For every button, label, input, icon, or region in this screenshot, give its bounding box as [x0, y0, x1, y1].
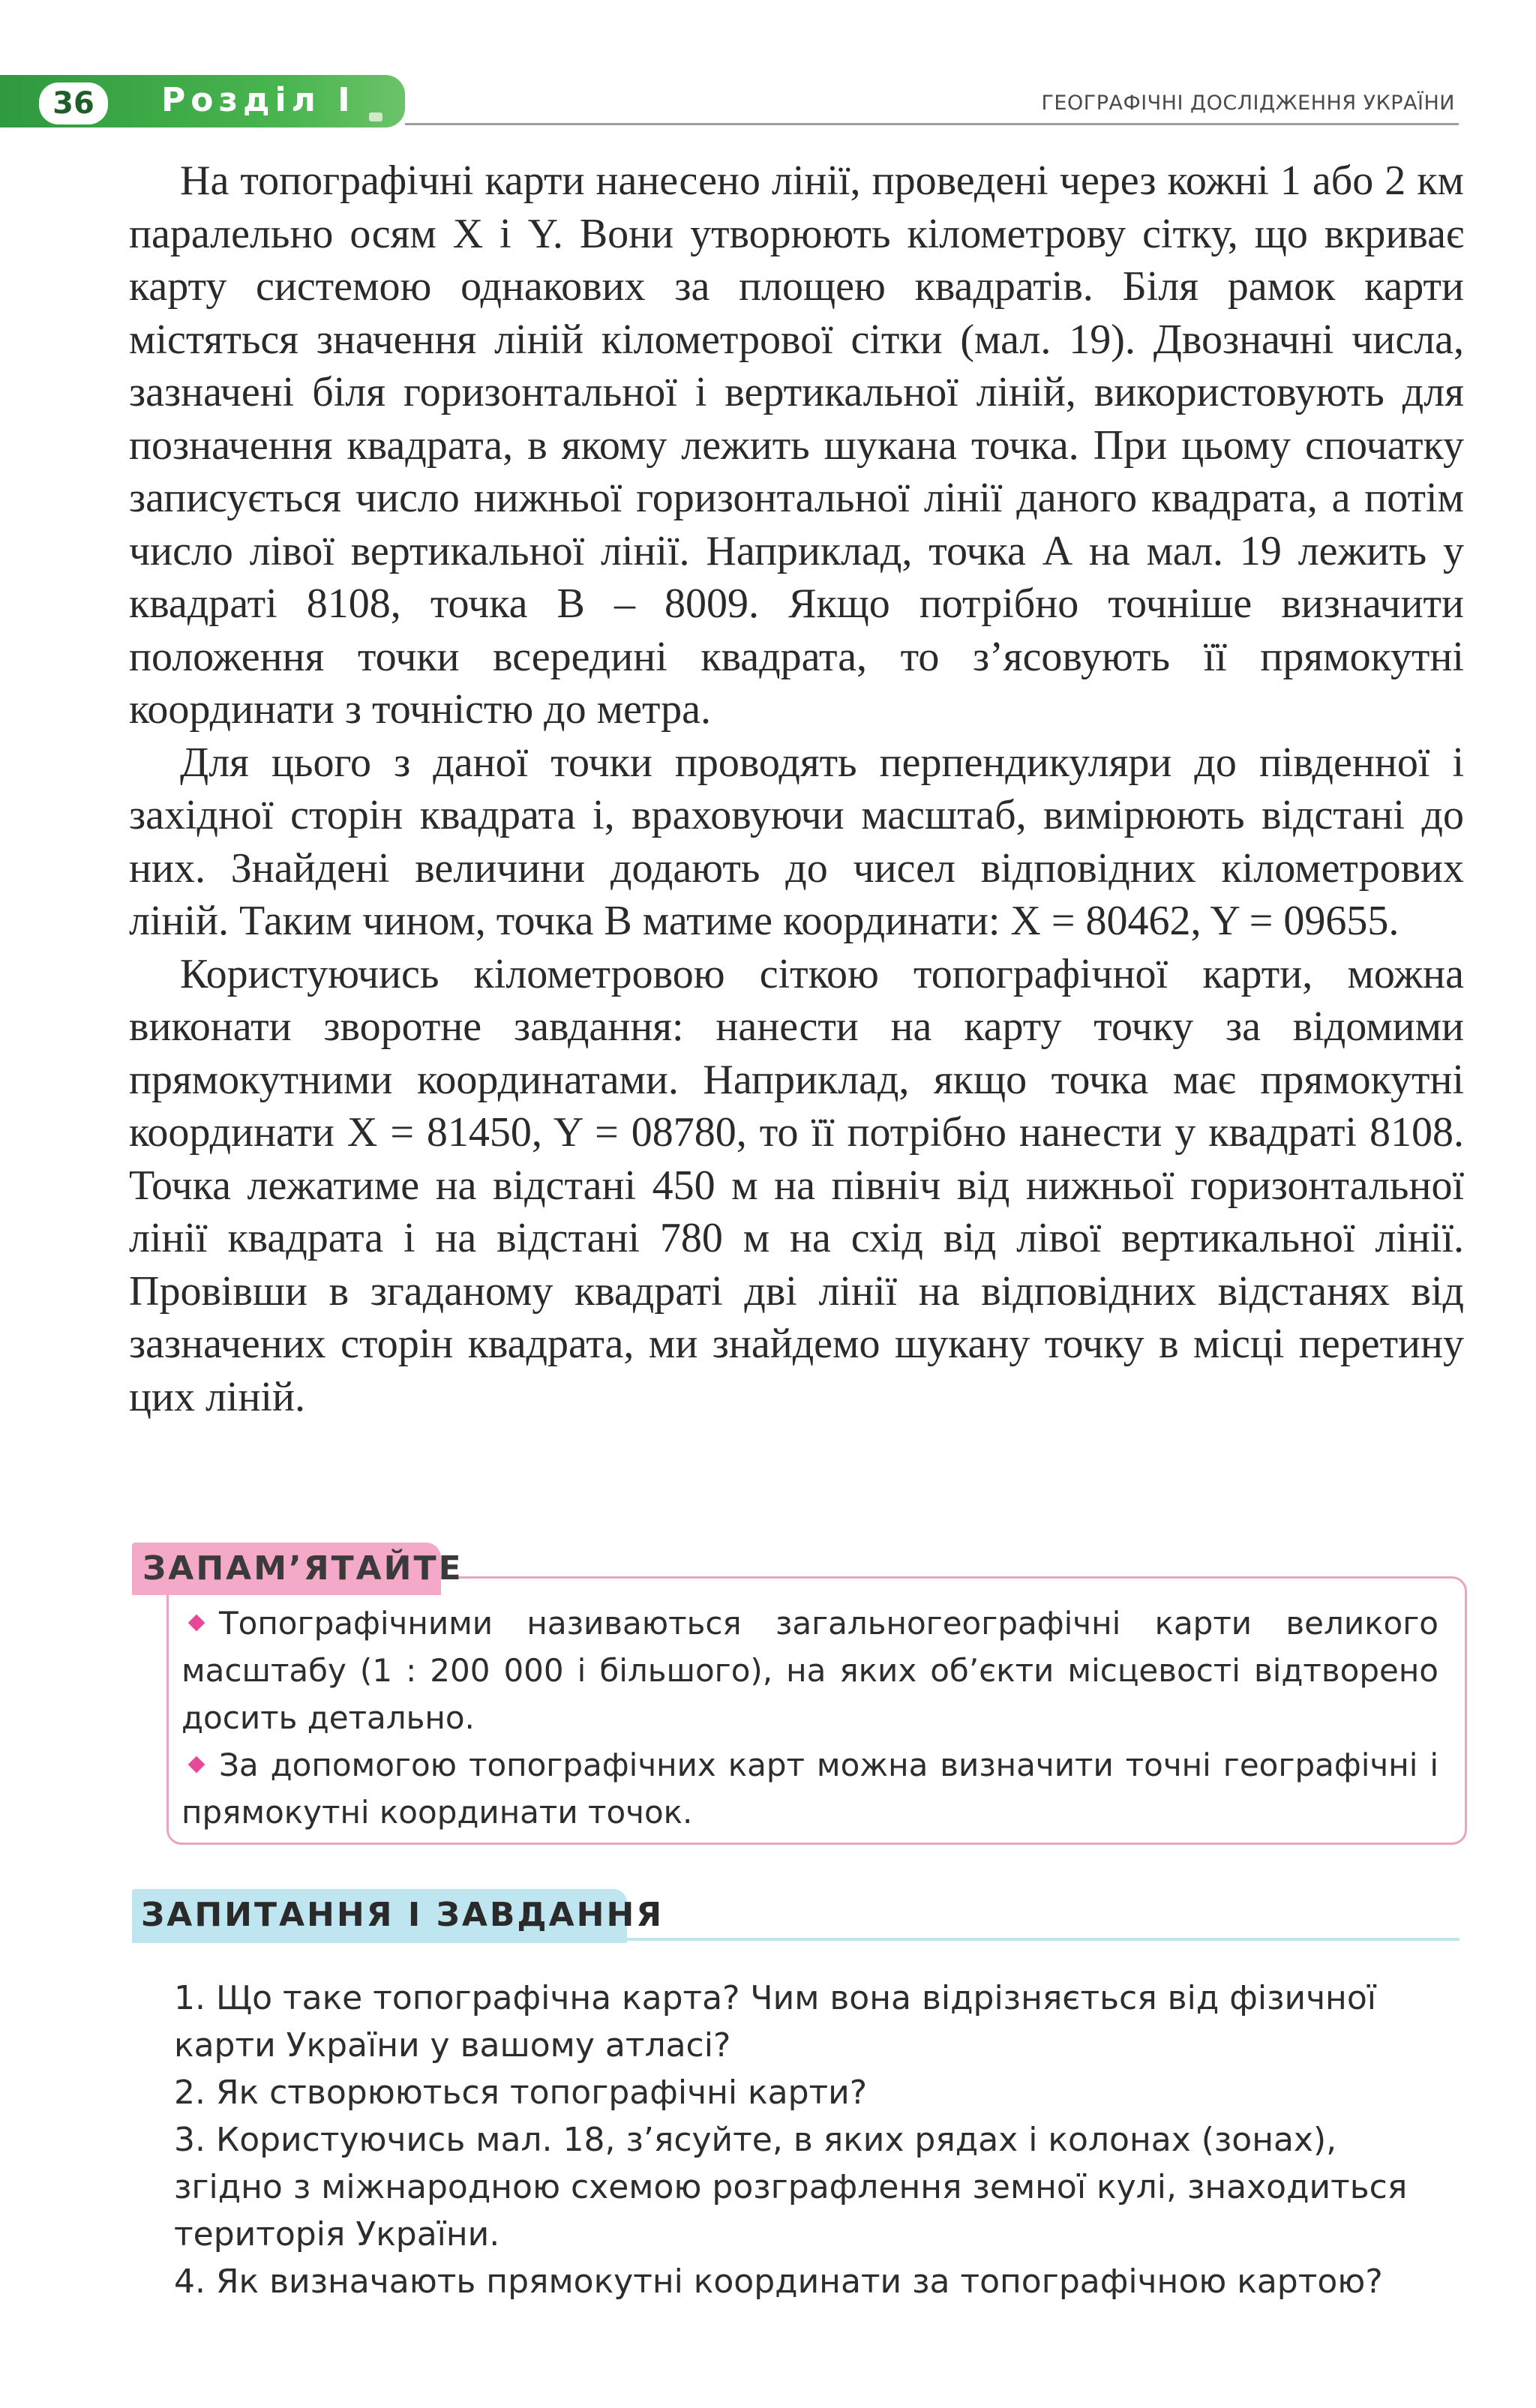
header-divider — [405, 123, 1459, 125]
paragraph: Користуючись кілометровою сіткою топографічної карти, можна виконати зворотне завдання: нанести на карту точку за відомими прямокутними координатами. Наприклад, якщо точка має прямокутні координати X = 81450, Y = 08780, то її потрібно нанести у квадраті 8108. Точка лежатиме на відстані 450 м на північ від нижньої горизонтальної лінії квадрата і на відстані 780 м на схід від лівої вертикальної лінії. Провівши в згаданому квадраті дві лінії на відповідних відстанях від зазначених сторін квадрата, ми знайдемо шукану точку в місці перетину цих ліній. — [129, 950, 1464, 1420]
remember-item-text: Топографічними називаються загальногеографічні карти великого масштабу (1 : 200 000 і більшого), на яких об’єкти місцевості відтворено досить детально. — [182, 1605, 1438, 1736]
remember-list — [182, 1600, 1438, 1836]
remember-item — [182, 1741, 1438, 1836]
paragraph: Для цього з даної точки проводять перпендикуляри до південної і західної сторін квадрата і, враховуючи масштаб, вимірюють відстані до них. Знайдені величини додають до чисел відповідних кілометрових ліній. Таким чином, точка В матиме координати: X = 80462, Y = 09655. — [129, 739, 1464, 944]
diamond-bullet-icon — [188, 1756, 206, 1773]
questions-heading: ЗАПИТАННЯ І ЗАВДАННЯ — [141, 1896, 664, 1934]
page-number: 36 — [39, 82, 108, 124]
remember-heading: ЗАПАМ’ЯТАЙТЕ — [142, 1549, 464, 1588]
main-text — [129, 154, 1464, 1423]
remember-item-text: За допомогою топографічних карт можна визначити точні географічні і прямокутні координати точок. — [182, 1747, 1438, 1831]
running-title: ГЕОГРАФІЧНІ ДОСЛІДЖЕННЯ УКРАЇНИ — [1041, 91, 1455, 115]
diamond-bullet-icon — [188, 1614, 206, 1631]
question-item: 3. Користуючись мал. 18, з’ясуйте, в яких рядах і колонах (зонах), згідно з міжнародною схемою розграфлення земної кулі, знаходиться територія України. — [174, 2121, 1408, 2254]
paragraph: На топографічні карти нанесено лінії, проведені через кожні 1 або 2 км паралельно осям X і Y. Вони утворюють кілометрову сітку, що вкриває карту системою однакових за площею квадратів. Біля рамок карти містяться значення ліній кілометрової сітки (мал. 19). Двозначні числа, зазначені біля горизонтальної і вертикальної ліній, використовують для позначення квадрата, в якому лежить шукана точка. При цьому спочатку записується число нижньої горизонтальної лінії даного квадрата, а потім число лівої вертикальної лінії. Наприклад, точка А на мал. 19 лежить у квадраті 8108, точка В – 8009. Якщо потрібно точніше визначити положення точки всередині квадрата, то з’ясовують її прямокутні координати з точністю до метра. — [129, 157, 1464, 733]
question-item: 4. Як визначають прямокутні координати за топографічною картою? — [174, 2263, 1383, 2301]
remember-item — [182, 1600, 1438, 1741]
question-item: 2. Як створюються топографічні карти? — [174, 2074, 868, 2112]
questions-list — [174, 1975, 1449, 2305]
question-item: 1. Що таке топографічна карта? Чим вона відрізняється від фізичної карти України у вашому атласі? — [174, 1979, 1376, 2065]
section-label: Розділ І — [161, 81, 356, 119]
section-marker-decoration — [369, 112, 382, 121]
questions-divider — [627, 1938, 1460, 1941]
